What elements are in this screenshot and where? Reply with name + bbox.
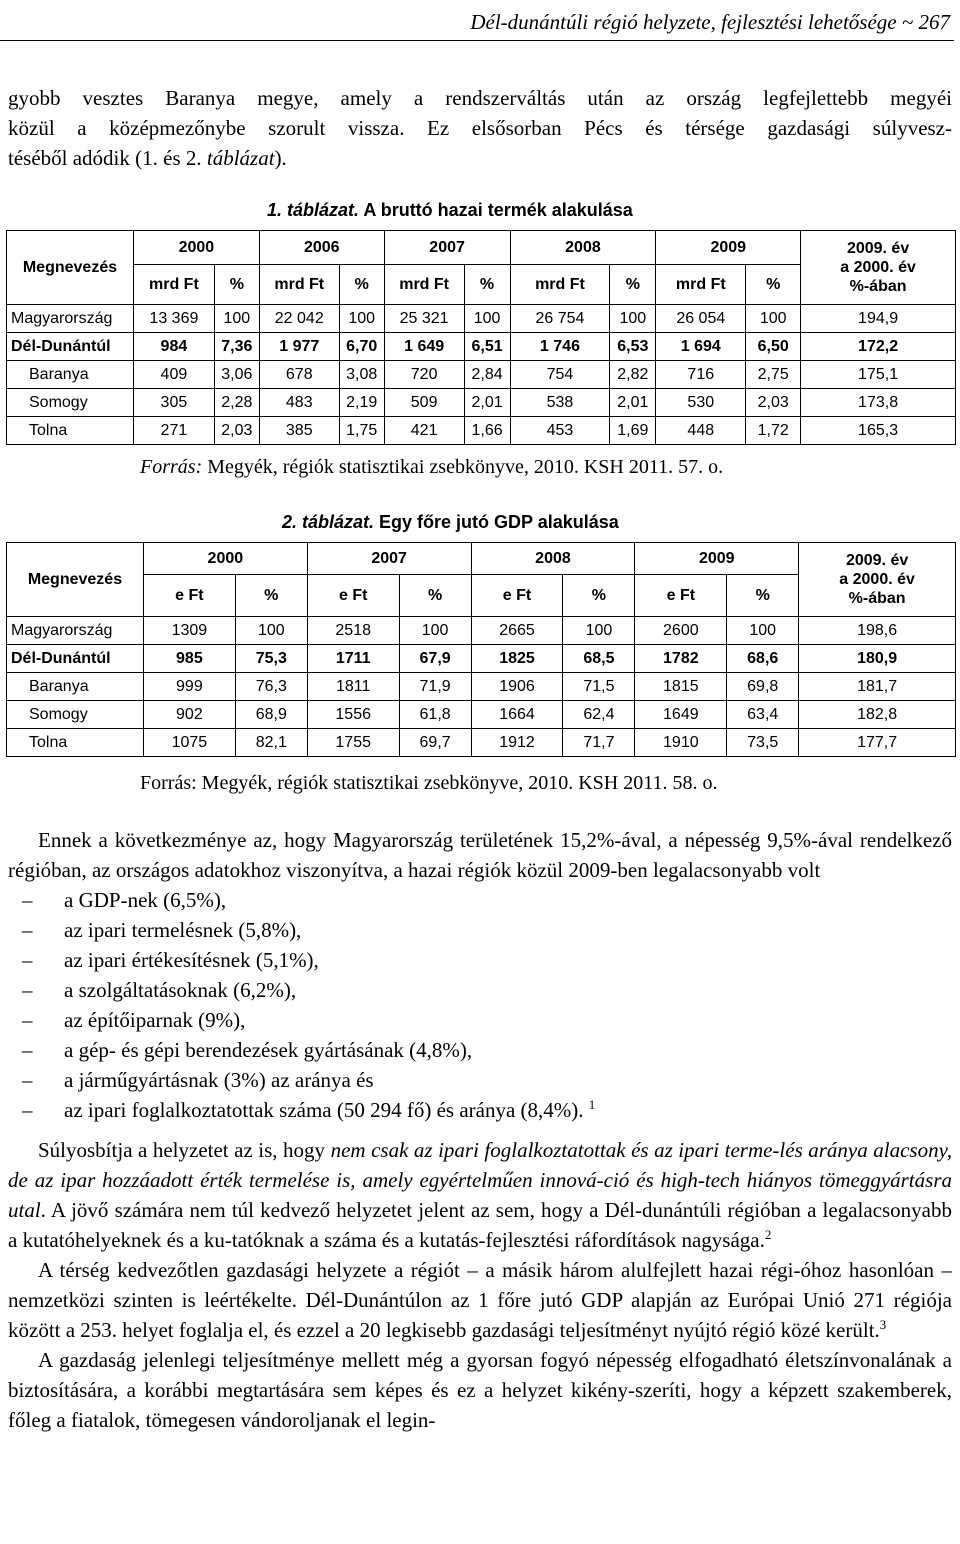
table1-row xyxy=(7,333,956,361)
table2-unit-header: e Ft xyxy=(143,575,235,617)
table2-unit-header: e Ft xyxy=(307,575,399,617)
table1-cell: 2,84 xyxy=(464,361,510,389)
table2-cell: 1711 xyxy=(307,645,399,673)
table2-row xyxy=(7,645,956,673)
table1-cell: 2,19 xyxy=(339,389,384,417)
table2-row xyxy=(7,729,956,757)
dash-list-text: az ipari értékesítésnek (5,1%), xyxy=(64,948,319,972)
running-header xyxy=(0,8,954,41)
footnote-ref[interactable]: 2 xyxy=(764,1227,772,1242)
table1-cell: 100 xyxy=(610,305,656,333)
table1-header-year: 2009 xyxy=(656,231,801,265)
paragraph-4: A gazdaság jelenlegi teljesítménye mellett még a gyorsan fogyó népesség elfogadható életszínvonalának a biztosítására, a korábbi megtartására sem képes és ez a helyzet kikény-szeríti, hogy a képzett szakemberek, főleg a fiatalok, tömegesen vándoroljanak el legin- xyxy=(8,1348,952,1432)
table2-cell: 1649 xyxy=(635,701,727,729)
table2-row xyxy=(7,617,956,645)
table2-cell: 68,5 xyxy=(563,645,635,673)
table2-cell: 69,7 xyxy=(399,729,471,757)
table1-cell: 1 746 xyxy=(510,333,610,361)
table1-unit-header: % xyxy=(339,265,384,305)
table1-cell: 1 694 xyxy=(656,333,746,361)
table2-cell: 1912 xyxy=(471,729,563,757)
table1-header-name: Megnevezés xyxy=(7,231,134,305)
table1-cell: 100 xyxy=(464,305,510,333)
dash-list-item xyxy=(8,975,952,1005)
intro-text-italic: táblázat xyxy=(206,146,275,170)
table1-header-change-line: %-ában xyxy=(849,278,907,295)
table1-unit-header: mrd Ft xyxy=(259,265,339,305)
intro-line: közül a középmezőnybe szorult vissza. Ez elsősorban Pécs és térsége gazdasági súlyvesz- xyxy=(8,116,952,140)
table1-cell: 984 xyxy=(133,333,214,361)
table2-cell: 71,5 xyxy=(563,673,635,701)
table1-cell: 2,75 xyxy=(746,361,801,389)
table1-header-change-line: 2009. év xyxy=(846,240,910,257)
table2-cell: 1075 xyxy=(143,729,235,757)
dash-bullet: – xyxy=(22,978,33,1002)
table2-row-name: Magyarország xyxy=(7,617,144,645)
dash-bullet: – xyxy=(22,1068,33,1092)
table2-cell: 1906 xyxy=(471,673,563,701)
table1-cell: 3,08 xyxy=(339,361,384,389)
table2-unit-header: % xyxy=(727,575,799,617)
table1-cell: 175,1 xyxy=(801,361,956,389)
table1-cell: 6,70 xyxy=(339,333,384,361)
table2-cell: 1664 xyxy=(471,701,563,729)
table1-cell: 720 xyxy=(384,361,464,389)
table1-cell: 2,01 xyxy=(464,389,510,417)
table2-header-change xyxy=(799,543,956,617)
dash-bullet: – xyxy=(22,888,33,912)
table2-cell: 1556 xyxy=(307,701,399,729)
table1-cell: 509 xyxy=(384,389,464,417)
paragraph-3-text: A térség kedvezőtlen gazdasági helyzete a régiót – a másik három alulfejlett hazai régi-óhoz hasonlóan – nemzetközi szinten is leértékelte. Dél-Dunántúlon az 1 főre jutó GDP alapján az Európai Unió 271 régiója között a 253. helyet foglalja el, és ezzel a 20 legkisebb gazdasági teljesítményt nyújtó régió közé került. xyxy=(8,1258,952,1342)
table1-unit-header: mrd Ft xyxy=(656,265,746,305)
table1-cell: 271 xyxy=(133,417,214,445)
table2-caption-number: 2. táblázat. xyxy=(282,512,375,532)
table2-row xyxy=(7,673,956,701)
footnote-ref[interactable]: 3 xyxy=(879,1317,887,1332)
table1-cell: 1,72 xyxy=(746,417,801,445)
table2-cell: 76,3 xyxy=(235,673,307,701)
dash-list-item xyxy=(8,1095,952,1125)
dash-list-item xyxy=(8,885,952,915)
table2-row-name: Somogy xyxy=(7,701,144,729)
intro-paragraph xyxy=(8,83,952,173)
table1-cell: 172,2 xyxy=(801,333,956,361)
table1-cell: 22 042 xyxy=(259,305,339,333)
table1-source-text: Megyék, régiók statisztikai zsebkönyve, 2010. KSH 2011. 57. o. xyxy=(202,456,724,478)
paragraph-1: Ennek a következménye az, hogy Magyarország területének 15,2%-ával, a népesség 9,5%-ával rendelkező régióban, az országos adatokhoz viszonyítva, a hazai régiók közül 2009-ben legalacsonyabb volt xyxy=(8,828,952,882)
table1-cell: 1,75 xyxy=(339,417,384,445)
table2-cell: 69,8 xyxy=(727,673,799,701)
table2-cell: 61,8 xyxy=(399,701,471,729)
body-text xyxy=(8,825,952,1435)
table2-cell: 181,7 xyxy=(799,673,956,701)
table1-cell: 100 xyxy=(214,305,259,333)
table2-cell: 62,4 xyxy=(563,701,635,729)
table1-source xyxy=(140,456,723,479)
intro-line: gyobb vesztes Baranya megye, amely a rendszerváltás után az ország legfejlettebb megyéi xyxy=(8,86,952,110)
table2-cell: 100 xyxy=(235,617,307,645)
table1-cell: 1,69 xyxy=(610,417,656,445)
table1-cell: 1 649 xyxy=(384,333,464,361)
table2-cell: 67,9 xyxy=(399,645,471,673)
table2-cell: 902 xyxy=(143,701,235,729)
table2-cell: 999 xyxy=(143,673,235,701)
table1-row xyxy=(7,389,956,417)
footnote-ref[interactable]: 1 xyxy=(588,1097,596,1112)
dash-bullet: – xyxy=(22,1038,33,1062)
dash-list-text: a szolgáltatásoknak (6,2%), xyxy=(64,978,297,1002)
table1-cell: 409 xyxy=(133,361,214,389)
table2-row-name: Baranya xyxy=(7,673,144,701)
header-text: Dél-dunántúli régió helyzete, fejlesztési lehetősége ~ 267 xyxy=(470,10,950,34)
dash-bullet: – xyxy=(22,948,33,972)
table2-cell: 180,9 xyxy=(799,645,956,673)
table1-cell: 678 xyxy=(259,361,339,389)
dash-list-item xyxy=(8,1035,952,1065)
table2-unit-header: e Ft xyxy=(471,575,563,617)
dash-list-text: az építőiparnak (9%), xyxy=(64,1008,246,1032)
table1-cell: 173,8 xyxy=(801,389,956,417)
table1-row-name: Magyarország xyxy=(7,305,134,333)
table2-cell: 182,8 xyxy=(799,701,956,729)
table2-cell: 73,5 xyxy=(727,729,799,757)
table1-unit-header: % xyxy=(464,265,510,305)
table2-header-change-line: a 2000. év xyxy=(839,571,915,588)
table2-row-name: Dél-Dunántúl xyxy=(7,645,144,673)
table1-row-name: Dél-Dunántúl xyxy=(7,333,134,361)
table2-cell: 1782 xyxy=(635,645,727,673)
table2-cell: 71,7 xyxy=(563,729,635,757)
table2 xyxy=(6,542,956,757)
table2-cell: 2600 xyxy=(635,617,727,645)
table2-cell: 2518 xyxy=(307,617,399,645)
table1-cell: 385 xyxy=(259,417,339,445)
table1-cell: 100 xyxy=(746,305,801,333)
table2-unit-header: e Ft xyxy=(635,575,727,617)
table1-row-name: Somogy xyxy=(7,389,134,417)
table1-cell: 716 xyxy=(656,361,746,389)
table1-header-year: 2006 xyxy=(259,231,384,265)
table1-cell: 25 321 xyxy=(384,305,464,333)
table1-cell: 2,28 xyxy=(214,389,259,417)
table1-row xyxy=(7,305,956,333)
table1-cell: 448 xyxy=(656,417,746,445)
table1-source-label: Forrás: xyxy=(140,456,203,478)
table1 xyxy=(6,230,956,445)
table1-cell: 165,3 xyxy=(801,417,956,445)
table2-header-year: 2007 xyxy=(307,543,471,575)
table1-cell: 13 369 xyxy=(133,305,214,333)
dash-list-text: a gép- és gépi berendezések gyártásának (4,8%), xyxy=(64,1038,473,1062)
dash-list-item xyxy=(8,1065,952,1095)
table1-unit-header: % xyxy=(610,265,656,305)
dash-list xyxy=(8,885,952,1125)
paragraph-2-italic: nem csak az ipari foglalkoztatottak és az ipari terme-lés aránya alacsony, de az ipar hozzáadott érték termelése is, amely egyértelműen innová-ció és high-tech hiányos tömeggyártásra utal xyxy=(8,1138,952,1222)
table2-cell: 68,9 xyxy=(235,701,307,729)
table1-cell: 2,03 xyxy=(746,389,801,417)
table1-header-change xyxy=(801,231,956,305)
table1-row-name: Tolna xyxy=(7,417,134,445)
table1-cell: 26 754 xyxy=(510,305,610,333)
dash-list-text: a járműgyártásnak (3%) az aránya és xyxy=(64,1068,374,1092)
table2-cell: 177,7 xyxy=(799,729,956,757)
table1-cell: 6,53 xyxy=(610,333,656,361)
table1-caption-number: 1. táblázat. xyxy=(267,200,360,220)
dash-bullet: – xyxy=(22,1008,33,1032)
paragraph-2 xyxy=(8,1135,952,1255)
table2-cell: 1910 xyxy=(635,729,727,757)
table2-caption xyxy=(282,512,619,533)
table2-cell: 198,6 xyxy=(799,617,956,645)
table2-cell: 1811 xyxy=(307,673,399,701)
table1-cell: 754 xyxy=(510,361,610,389)
dash-bullet: – xyxy=(22,918,33,942)
table2-row-name: Tolna xyxy=(7,729,144,757)
table1-unit-header: % xyxy=(746,265,801,305)
table1-cell: 453 xyxy=(510,417,610,445)
table1-cell: 26 054 xyxy=(656,305,746,333)
table2-header-change-line: 2009. év xyxy=(845,552,909,569)
paragraph-2-text: Súlyosbítja a helyzetet az is, hogy xyxy=(38,1138,331,1162)
table2-cell: 2665 xyxy=(471,617,563,645)
table2-cell: 71,9 xyxy=(399,673,471,701)
table2-cell: 1815 xyxy=(635,673,727,701)
dash-list-item xyxy=(8,1005,952,1035)
table2-cell: 1825 xyxy=(471,645,563,673)
table1-header-year: 2000 xyxy=(133,231,259,265)
table1-cell: 483 xyxy=(259,389,339,417)
paragraph-2-text: . A jövő számára nem túl kedvező helyzetet jelent az sem, hogy a Dél-dunántúli régióban a legalacsonyabb a kutatóhelyeknek és a ku-tatóknak a száma és a kutatás-fejlesztési ráfordítások nagysága. xyxy=(8,1198,952,1252)
table2-cell: 1309 xyxy=(143,617,235,645)
dash-bullet: – xyxy=(22,1098,33,1122)
table2-cell: 100 xyxy=(563,617,635,645)
table1-cell: 421 xyxy=(384,417,464,445)
table2-header-year: 2009 xyxy=(635,543,799,575)
table2-cell: 100 xyxy=(399,617,471,645)
table2-cell: 68,6 xyxy=(727,645,799,673)
table1-cell: 7,36 xyxy=(214,333,259,361)
table1-row-name: Baranya xyxy=(7,361,134,389)
table1-caption xyxy=(267,200,633,221)
table2-cell: 75,3 xyxy=(235,645,307,673)
table1-row xyxy=(7,417,956,445)
dash-list-text: a GDP-nek (6,5%), xyxy=(64,888,227,912)
intro-text: ). xyxy=(274,146,287,170)
table1-caption-title: A bruttó hazai termék alakulása xyxy=(359,200,633,220)
table1-cell: 194,9 xyxy=(801,305,956,333)
table1-row xyxy=(7,361,956,389)
table2-unit-header: % xyxy=(399,575,471,617)
table1-cell: 1 977 xyxy=(259,333,339,361)
dash-list-item xyxy=(8,945,952,975)
table2-cell: 985 xyxy=(143,645,235,673)
table2-caption-title: Egy főre jutó GDP alakulása xyxy=(374,512,619,532)
table2-cell: 63,4 xyxy=(727,701,799,729)
table1-unit-header: mrd Ft xyxy=(384,265,464,305)
table2-header-change-line: %-ában xyxy=(848,590,906,607)
table2-row xyxy=(7,701,956,729)
table1-cell: 3,06 xyxy=(214,361,259,389)
intro-text: téséből adódik (1. és 2. xyxy=(8,146,207,170)
dash-list-text: az ipari foglalkoztatottak száma (50 294 fő) és aránya (8,4%). xyxy=(64,1098,584,1122)
table1-unit-header: % xyxy=(214,265,259,305)
table1-header-change-line: a 2000. év xyxy=(840,259,916,276)
table1-cell: 6,51 xyxy=(464,333,510,361)
dash-list-text: az ipari termelésnek (5,8%), xyxy=(64,918,302,942)
table1-cell: 2,82 xyxy=(610,361,656,389)
table2-cell: 82,1 xyxy=(235,729,307,757)
table1-cell: 100 xyxy=(339,305,384,333)
table2-source: Forrás: Megyék, régiók statisztikai zsebkönyve, 2010. KSH 2011. 58. o. xyxy=(140,772,718,794)
table2-header-name: Megnevezés xyxy=(7,543,144,617)
table2-header-year: 2000 xyxy=(143,543,307,575)
table1-unit-header: mrd Ft xyxy=(133,265,214,305)
table2-cell: 100 xyxy=(727,617,799,645)
table1-header-year: 2008 xyxy=(510,231,656,265)
table1-cell: 1,66 xyxy=(464,417,510,445)
table2-unit-header: % xyxy=(563,575,635,617)
table1-unit-header: mrd Ft xyxy=(510,265,610,305)
table1-cell: 2,01 xyxy=(610,389,656,417)
table1-cell: 6,50 xyxy=(746,333,801,361)
dash-list-item xyxy=(8,915,952,945)
table2-unit-header: % xyxy=(235,575,307,617)
table2-cell: 1755 xyxy=(307,729,399,757)
table1-cell: 2,03 xyxy=(214,417,259,445)
table1-header-year: 2007 xyxy=(384,231,510,265)
table1-cell: 538 xyxy=(510,389,610,417)
table1-cell: 305 xyxy=(133,389,214,417)
table1-cell: 530 xyxy=(656,389,746,417)
table2-header-year: 2008 xyxy=(471,543,635,575)
intro-line xyxy=(8,143,952,173)
paragraph-3 xyxy=(8,1255,952,1345)
